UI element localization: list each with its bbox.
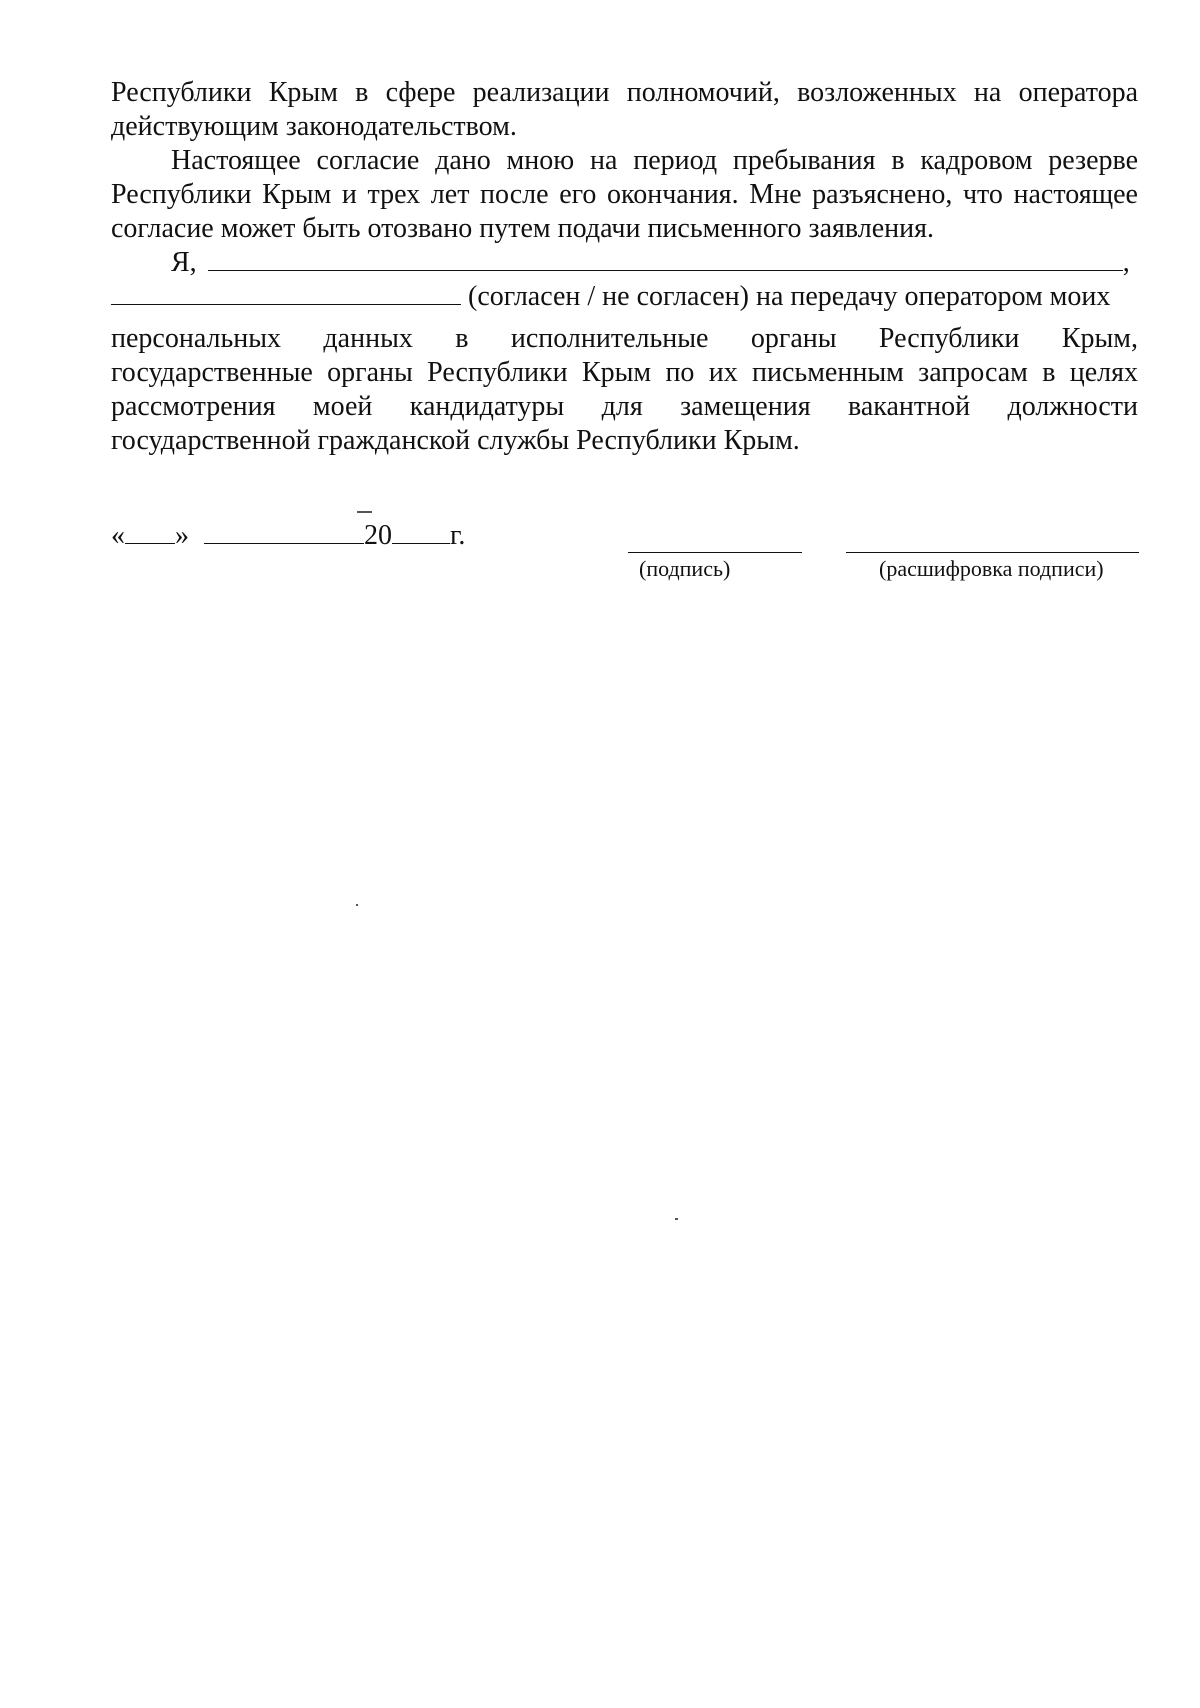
signature-decoding-line[interactable] [846, 526, 1139, 553]
day-blank[interactable] [125, 519, 175, 544]
paragraph-1-line-2: действующим законодательством. [111, 111, 517, 142]
year-suffix: г. [450, 520, 466, 551]
paragraph-2-line-3: согласие может быть отозвано путем подачи письменного заявления. [111, 213, 934, 244]
consent-line [111, 280, 1138, 314]
paragraph-2-line-1: Настоящее согласие дано мною на период пребывания в кадровом резерве [171, 145, 1138, 176]
consent-text: (согласен / не согласен) на передачу оператором моих [468, 281, 1111, 312]
paragraph-3-line-2: государственные органы Республики Крым по их письменным запросам в целях [111, 357, 1138, 388]
pen-mark [357, 511, 372, 513]
paragraph-2-line-2: Республики Крым и трех лет после его окончания. Мне разъяснено, что настоящее [111, 179, 1138, 210]
signature-block [0, 519, 1200, 589]
name-prefix: Я, [171, 247, 197, 278]
consent-blank[interactable] [111, 280, 461, 305]
paragraph-3-line-3: рассмотрения моей кандидатуры для замещения вакантной должности [111, 391, 1138, 422]
signature-caption: (подпись) [639, 556, 731, 581]
name-blank[interactable] [208, 246, 1123, 271]
quote-open: « [111, 520, 125, 551]
quote-close: » [175, 520, 189, 551]
name-suffix: , [1122, 247, 1130, 278]
month-blank[interactable] [204, 519, 364, 544]
scan-dot [356, 904, 358, 906]
paragraph-3-line-1: персональных данных в исполнительные органы Республики Крым, [111, 323, 1138, 354]
scan-dot [675, 1218, 678, 1220]
year-prefix: 20 [364, 520, 392, 551]
signature-line[interactable] [628, 526, 802, 553]
date-line [111, 519, 465, 553]
signature-decoding-caption: (расшифровка подписи) [879, 556, 1104, 581]
paragraph-1-line-1: Республики Крым в сфере реализации полномочий, возложенных на оператора [111, 77, 1138, 108]
paragraph-3-line-4: государственной гражданской службы Республики Крым. [111, 425, 800, 456]
year-blank[interactable] [392, 519, 450, 544]
name-line [111, 246, 1138, 280]
